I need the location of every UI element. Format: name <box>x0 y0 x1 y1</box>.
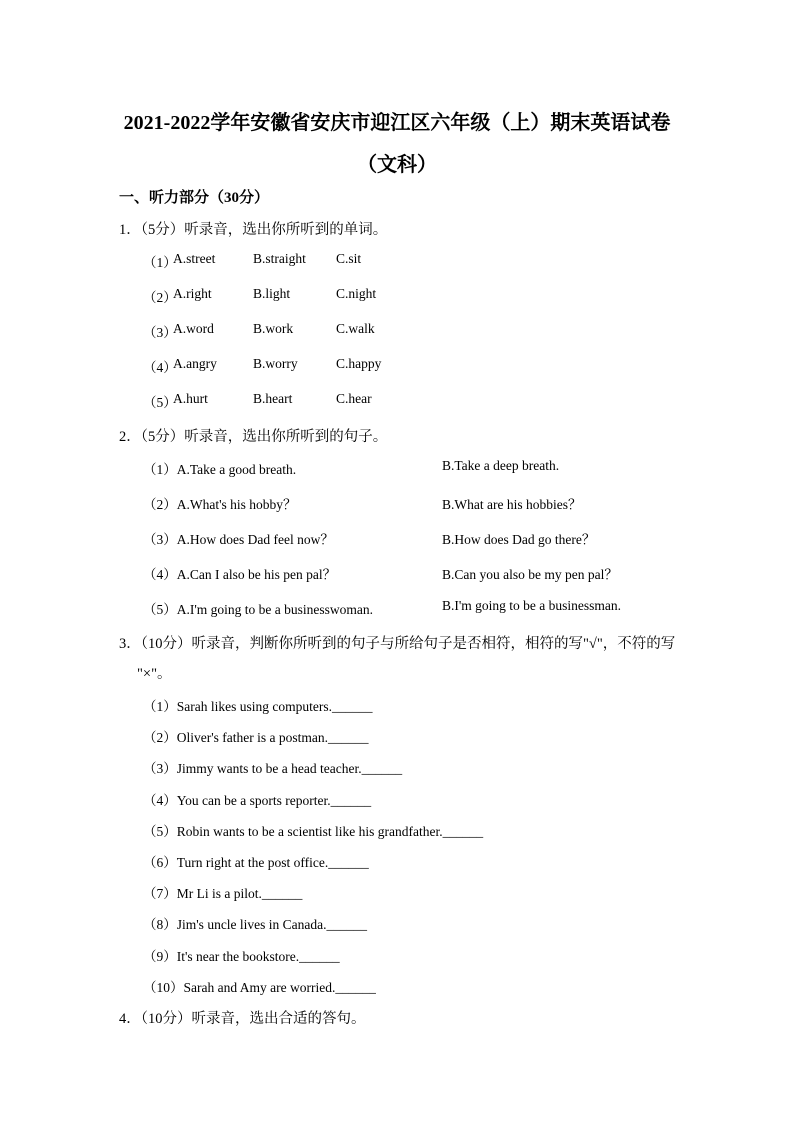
q3-item: （7）Mr Li is a pilot.______ <box>143 886 303 901</box>
q2-option-b: B.Can you also be my pen pal？ <box>442 567 618 582</box>
q1-option-b: B.light <box>253 286 291 301</box>
q3-item: （4）You can be a sports reporter.______ <box>143 793 372 808</box>
q1-item-number: （3） <box>143 325 177 340</box>
question-3-stem: 3．（10分）听录音，判断你所听到的句子与所给句子是否相符，相符的写"√"，不符的写 <box>119 636 676 652</box>
q3-item: （9）It's near the bookstore.______ <box>143 949 340 964</box>
q2-option-b: B.How does Dad go there？ <box>442 532 596 547</box>
q2-option-a: （5）A.I'm going to be a businesswoman. <box>143 602 374 617</box>
q2-option-b: B.I'm going to be a businessman. <box>442 598 622 613</box>
section-heading: 一、听力部分（30分） <box>119 190 270 206</box>
q1-item-number: （5） <box>143 395 177 410</box>
q1-option-c: C.hear <box>336 391 372 406</box>
q1-item-number: （2） <box>143 290 177 305</box>
q2-option-b: B.Take a deep breath. <box>442 458 560 473</box>
q1-option-c: C.sit <box>336 251 362 266</box>
q3-item: （3）Jimmy wants to be a head teacher.______ <box>143 761 403 776</box>
q1-option-b: B.worry <box>253 356 298 371</box>
q1-item-number: （1） <box>143 255 177 270</box>
question-1-stem: 1．（5分）听录音，选出你所听到的单词。 <box>119 222 388 238</box>
q3-item: （5）Robin wants to be a scientist like his grandfather.______ <box>143 824 484 839</box>
q2-option-b: B.What are his hobbies？ <box>442 497 582 512</box>
q1-option-b: B.straight <box>253 251 306 266</box>
q1-option-a: A.right <box>173 286 212 301</box>
q1-option-a: A.word <box>173 321 214 336</box>
q1-option-c: C.night <box>336 286 377 301</box>
q3-item: （8）Jim's uncle lives in Canada.______ <box>143 917 368 932</box>
question-3-stem-continued: "×"。 <box>137 666 172 682</box>
q2-option-a: （3）A.How does Dad feel now？ <box>143 532 334 547</box>
q1-item-number: （4） <box>143 360 177 375</box>
q1-option-a: A.hurt <box>173 391 208 406</box>
q1-option-c: C.walk <box>336 321 375 336</box>
q1-option-c: C.happy <box>336 356 382 371</box>
question-4-stem: 4．（10分）听录音，选出合适的答句。 <box>119 1011 366 1027</box>
q1-option-b: B.heart <box>253 391 293 406</box>
page-subtitle: （文科） <box>357 154 437 176</box>
question-2-stem: 2．（5分）听录音，选出你所听到的句子。 <box>119 429 388 445</box>
page-title: 2021-2022学年安徽省安庆市迎江区六年级（上）期末英语试卷 <box>123 112 671 134</box>
q1-option-a: A.street <box>173 251 216 266</box>
q2-option-a: （1）A.Take a good breath. <box>143 462 297 477</box>
q3-item: （10）Sarah and Amy are worried.______ <box>143 980 376 995</box>
q3-item: （6）Turn right at the post office.______ <box>143 855 369 870</box>
q1-option-b: B.work <box>253 321 294 336</box>
q3-item: （1）Sarah likes using computers.______ <box>143 699 373 714</box>
q1-option-a: A.angry <box>173 356 217 371</box>
q2-option-a: （4）A.Can I also be his pen pal？ <box>143 567 337 582</box>
q3-item: （2）Oliver's father is a postman.______ <box>143 730 369 745</box>
q2-option-a: （2）A.What's his hobby？ <box>143 497 297 512</box>
